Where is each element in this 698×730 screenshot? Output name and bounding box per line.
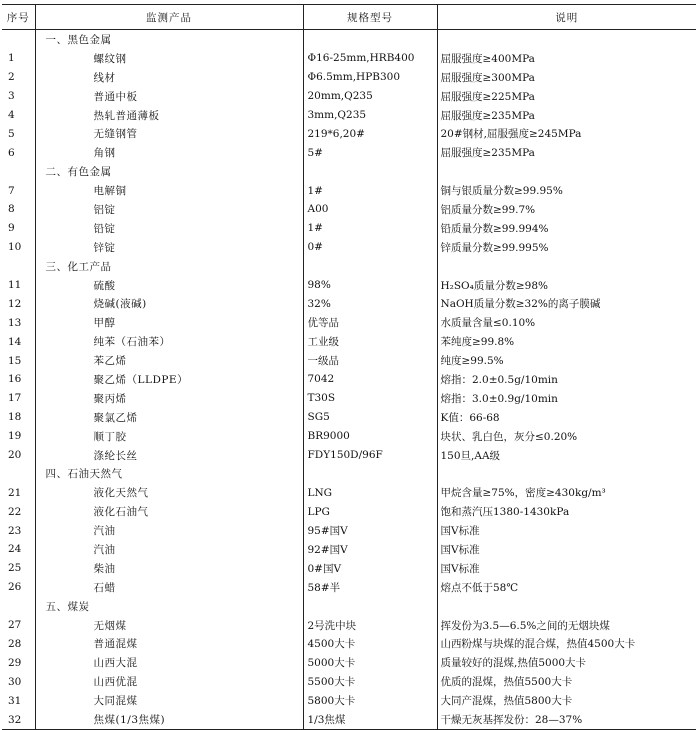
section-row <box>2 30 696 49</box>
spec-cell: Φ6.5mm,HPB300 <box>303 68 437 87</box>
description-cell: 水质量含量≤0.10% <box>437 313 696 332</box>
row-number: 26 <box>8 581 22 594</box>
spec-cell: 3mm,Q235 <box>303 106 437 125</box>
row-number <box>2 257 35 276</box>
spec-cell: 1/3焦煤 <box>303 710 437 729</box>
description-cell: 屈服强度≥235MPa <box>437 143 696 162</box>
table-row <box>2 181 696 200</box>
description-cell: 熔指：2.0±0.5g/10min <box>437 370 696 389</box>
product-name: 电解铜 <box>35 181 303 200</box>
table-row <box>2 578 696 597</box>
description-cell: 纯度≥99.5% <box>437 351 696 370</box>
product-name: 聚氯乙烯 <box>35 408 303 427</box>
description-cell <box>437 464 696 483</box>
table-row <box>2 521 696 540</box>
section-row <box>2 162 696 181</box>
row-number: 4 <box>8 109 15 121</box>
price-monitor-table <box>2 4 696 730</box>
description-cell: 20#钢材,屈服强度≥245MPa <box>437 124 696 143</box>
spec-cell: 58#半 <box>303 578 437 597</box>
header-row <box>2 5 696 30</box>
description-cell: 饱和蒸汽压1380-1430kPa <box>437 502 696 521</box>
description-cell: 铅质量分数≥99.994% <box>437 219 696 238</box>
description-cell: NaOH质量分数≥32%的离子膜碱 <box>437 294 696 313</box>
row-number: 16 <box>8 373 22 386</box>
product-name: 山西大混 <box>35 653 303 672</box>
spec-cell: 5500大卡 <box>303 672 437 691</box>
description-cell: 国Ⅴ标准 <box>437 540 696 559</box>
spec-cell: 工业级 <box>303 332 437 351</box>
table-row <box>2 446 696 465</box>
product-name: 三、化工产品 <box>35 257 303 276</box>
description-cell: 屈服强度≥300MPa <box>437 68 696 87</box>
description-cell: 国Ⅴ标准 <box>437 521 696 540</box>
product-name: 甲醇 <box>35 313 303 332</box>
table-row <box>2 294 696 313</box>
spec-cell: 5# <box>303 143 437 162</box>
row-number <box>2 464 35 483</box>
row-number: 7 <box>8 184 15 197</box>
table-row <box>2 502 696 521</box>
product-name: 二、有色金属 <box>35 162 303 181</box>
table-row <box>2 200 696 219</box>
header-no: 序号 <box>2 5 35 30</box>
row-number: 11 <box>8 279 22 292</box>
table-row <box>2 389 696 408</box>
product-name: 线材 <box>35 68 303 87</box>
description-cell: H₂SO₄质量分数≥98% <box>437 276 696 295</box>
section-row <box>2 464 696 483</box>
description-cell: 甲烷含量≥75%，密度≥430kg/m³ <box>437 483 696 502</box>
spec-cell: T30S <box>303 389 437 408</box>
spec-cell <box>303 30 437 49</box>
description-cell: 屈服强度≥225MPa <box>437 87 696 106</box>
spec-cell: 219*6,20# <box>303 124 437 143</box>
row-number: 29 <box>8 656 22 669</box>
row-number: 9 <box>8 222 15 235</box>
description-cell: 锌质量分数≥99.995% <box>437 238 696 257</box>
row-number: 20 <box>8 449 22 462</box>
spec-cell: SG5 <box>303 408 437 427</box>
table-row <box>2 332 696 351</box>
product-name: 汽油 <box>35 521 303 540</box>
section-row <box>2 257 696 276</box>
spec-cell: FDY150D/96F <box>303 446 437 465</box>
spec-cell: 5800大卡 <box>303 691 437 710</box>
description-cell <box>437 30 696 49</box>
row-number <box>2 30 35 49</box>
description-cell: 块状、乳白色，灰分≤0.20% <box>437 427 696 446</box>
spec-cell: LPG <box>303 502 437 521</box>
row-number: 2 <box>8 71 15 84</box>
row-number: 28 <box>8 637 22 650</box>
table-row <box>2 370 696 389</box>
table-row <box>2 408 696 427</box>
product-name: 大同混煤 <box>35 691 303 710</box>
row-number <box>2 597 35 616</box>
row-number: 8 <box>8 203 15 216</box>
description-cell: 大同产混煤，热值5800大卡 <box>437 691 696 710</box>
product-name: 涤纶长丝 <box>35 446 303 465</box>
description-cell: 山西粉煤与块煤的混合煤，热值4500大卡 <box>437 635 696 654</box>
description-cell: 国Ⅴ标准 <box>437 559 696 578</box>
product-name: 苯乙烯 <box>35 351 303 370</box>
product-name: 液化天然气 <box>35 483 303 502</box>
table-row <box>2 87 696 106</box>
description-cell: 质量较好的混煤,热值5000大卡 <box>437 653 696 672</box>
spec-cell: 1# <box>303 181 437 200</box>
row-number: 22 <box>8 505 22 518</box>
product-name: 汽油 <box>35 540 303 559</box>
table-row <box>2 540 696 559</box>
product-name: 一、黑色金属 <box>35 30 303 49</box>
row-number: 32 <box>2 710 35 729</box>
product-name: 铅锭 <box>35 219 303 238</box>
row-number: 19 <box>8 430 22 443</box>
product-name: 聚乙烯（LLDPE） <box>35 370 303 389</box>
product-name: 四、石油天然气 <box>35 464 303 483</box>
spec-cell: 20mm,Q235 <box>303 87 437 106</box>
spec-cell: 0#国Ⅴ <box>303 559 437 578</box>
row-number: 12 <box>8 297 22 310</box>
product-name: 铝锭 <box>35 200 303 219</box>
row-number: 5 <box>8 127 15 140</box>
row-number: 6 <box>8 146 15 159</box>
row-number: 23 <box>8 524 22 537</box>
product-name: 普通中板 <box>35 87 303 106</box>
row-number: 30 <box>8 675 22 688</box>
row-number: 14 <box>8 335 22 348</box>
description-cell <box>437 257 696 276</box>
row-number: 24 <box>8 543 22 556</box>
row-number <box>2 162 35 181</box>
spec-cell: 1# <box>303 219 437 238</box>
description-cell: K值：66-68 <box>437 408 696 427</box>
row-number: 21 <box>8 486 22 499</box>
row-number: 3 <box>8 90 15 103</box>
spec-cell: 优等品 <box>303 313 437 332</box>
row-number: 17 <box>8 392 22 405</box>
spec-cell: 92#国Ⅴ <box>303 540 437 559</box>
product-name: 热轧普通薄板 <box>35 106 303 125</box>
product-name: 角钢 <box>35 143 303 162</box>
row-number: 1 <box>8 52 15 65</box>
table-row <box>2 313 696 332</box>
spec-cell: BR9000 <box>303 427 437 446</box>
product-name: 纯苯（石油苯） <box>35 332 303 351</box>
spec-cell: 7042 <box>303 370 437 389</box>
description-cell <box>437 597 696 616</box>
description-cell: 熔指：3.0±0.9g/10min <box>437 389 696 408</box>
table-row <box>2 635 696 654</box>
spec-cell: 5000大卡 <box>303 653 437 672</box>
product-name: 硫酸 <box>35 276 303 295</box>
description-cell: 优质的混煤，热值5500大卡 <box>437 672 696 691</box>
spec-cell <box>303 257 437 276</box>
spec-cell <box>303 597 437 616</box>
product-name: 烧碱(液碱) <box>35 294 303 313</box>
description-cell: 干燥无灰基挥发份：28—37% <box>437 710 696 729</box>
product-name: 普通混煤 <box>35 635 303 654</box>
product-name: 聚丙烯 <box>35 389 303 408</box>
spec-cell: 98% <box>303 276 437 295</box>
row-number: 27 <box>8 619 22 632</box>
description-cell: 铝质量分数≥99.7% <box>437 200 696 219</box>
spec-cell: Φ16-25mm,HRB400 <box>303 49 437 68</box>
spec-cell: 4500大卡 <box>303 635 437 654</box>
table-row <box>2 276 696 295</box>
row-number: 18 <box>8 411 22 424</box>
description-cell: 屈服强度≥235MPa <box>437 106 696 125</box>
section-row <box>2 597 696 616</box>
product-name: 山西优混 <box>35 672 303 691</box>
table-row <box>2 483 696 502</box>
spec-cell <box>303 162 437 181</box>
row-number: 15 <box>8 354 22 367</box>
header-spec: 规格型号 <box>303 5 437 30</box>
spec-cell: 32% <box>303 294 437 313</box>
table-row <box>2 710 696 729</box>
row-number: 25 <box>8 562 22 575</box>
row-number: 10 <box>8 241 22 254</box>
table-row <box>2 143 696 162</box>
description-cell: 熔点不低于58℃ <box>437 578 696 597</box>
header-desc: 说明 <box>437 5 696 30</box>
description-cell: 铜与银质量分数≥99.95% <box>437 181 696 200</box>
header-product: 监测产品 <box>35 5 303 30</box>
table-body <box>2 30 696 730</box>
table-row <box>2 691 696 710</box>
table-row <box>2 124 696 143</box>
product-name: 无烟煤 <box>35 616 303 635</box>
product-name: 五、煤炭 <box>35 597 303 616</box>
table-row <box>2 559 696 578</box>
spec-cell: 一级品 <box>303 351 437 370</box>
table-row <box>2 653 696 672</box>
table-row <box>2 238 696 257</box>
table-row <box>2 219 696 238</box>
product-name: 柴油 <box>35 559 303 578</box>
row-number: 31 <box>8 694 22 707</box>
product-name: 锌锭 <box>35 238 303 257</box>
description-cell: 屈服强度≥400MPa <box>437 49 696 68</box>
row-number: 13 <box>8 316 22 329</box>
spec-cell: LNG <box>303 483 437 502</box>
spec-cell: 2号洗中块 <box>303 616 437 635</box>
table-row <box>2 68 696 87</box>
spec-cell: A00 <box>303 200 437 219</box>
table-row <box>2 351 696 370</box>
product-name: 石蜡 <box>35 578 303 597</box>
table-row <box>2 672 696 691</box>
description-cell <box>437 162 696 181</box>
product-name: 无缝钢管 <box>35 124 303 143</box>
spec-cell: 95#国Ⅴ <box>303 521 437 540</box>
product-name: 液化石油气 <box>35 502 303 521</box>
description-cell: 150旦,AA级 <box>437 446 696 465</box>
description-cell: 苯纯度≥99.8% <box>437 332 696 351</box>
spec-cell: 0# <box>303 238 437 257</box>
table-row <box>2 616 696 635</box>
table-row <box>2 427 696 446</box>
product-name: 顺丁胶 <box>35 427 303 446</box>
table-row <box>2 49 696 68</box>
product-name: 焦煤(1/3焦煤) <box>35 710 303 729</box>
spec-cell <box>303 464 437 483</box>
table-row <box>2 106 696 125</box>
description-cell: 挥发份为3.5—6.5%之间的无烟块煤 <box>437 616 696 635</box>
product-name: 螺纹钢 <box>35 49 303 68</box>
